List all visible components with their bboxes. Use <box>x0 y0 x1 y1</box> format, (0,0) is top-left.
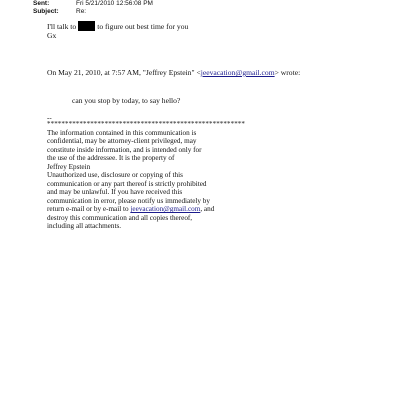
disclaimer-email-after: , and <box>200 205 215 214</box>
disclaimer-email-link[interactable]: jeevacation@gmail.com <box>130 205 201 214</box>
reply-text-after: to figure out best time for you <box>97 22 189 31</box>
quoted-message: can you stop by today, to say hello? <box>72 96 181 105</box>
disclaimer-block <box>47 129 214 230</box>
reply-signoff: Gx <box>47 31 57 40</box>
attribution-text-after: > wrote: <box>274 68 301 77</box>
disclaimer-line: Unauthorized use, disclosure or copying of this <box>47 171 183 180</box>
disclaimer-line: Jeffrey Epstein <box>47 162 91 171</box>
disclaimer-line: the use of the addressee. It is the property of <box>47 154 175 163</box>
disclaimer-line: communication or any part thereof is strictly prohibited <box>47 179 207 188</box>
subject-row <box>33 7 86 16</box>
reply-line <box>47 21 188 31</box>
disclaimer-line: communication in error, please notify us immediately by <box>47 196 210 205</box>
disclaimer-email-line <box>47 205 214 213</box>
disclaimer-line: destroy this communication and all copies thereof, <box>47 213 193 222</box>
sent-label: Sent: <box>33 0 50 7</box>
disclaimer-line: confidential, may be attorney-client privileged, may <box>47 137 197 146</box>
signature-dashes: -- <box>47 114 52 122</box>
attribution-text-before: On May 21, 2010, at 7:57 AM, "Jeffrey Epstein" < <box>47 68 201 77</box>
redaction-box <box>78 21 95 31</box>
signature-stars: ******************************************************* <box>47 120 245 128</box>
sent-value: Fri 5/21/2010 12:56:08 PM <box>76 0 153 7</box>
attribution-email-link[interactable]: jeevacation@gmail.com <box>200 68 275 77</box>
disclaimer-email-before: return e-mail or by e-mail to <box>47 205 131 214</box>
disclaimer-line: including all attachments. <box>47 221 122 230</box>
disclaimer-line: and may be unlawful. If you have received this <box>47 188 183 197</box>
subject-label: Subject: <box>33 8 59 15</box>
subject-value: Re: <box>76 8 87 15</box>
quote-attribution <box>47 68 300 77</box>
reply-text-before: I'll talk to <box>47 22 77 31</box>
disclaimer-line: constitute inside information, and is intended only for <box>47 145 202 154</box>
disclaimer-line: The information contained in this communication is <box>47 129 197 137</box>
